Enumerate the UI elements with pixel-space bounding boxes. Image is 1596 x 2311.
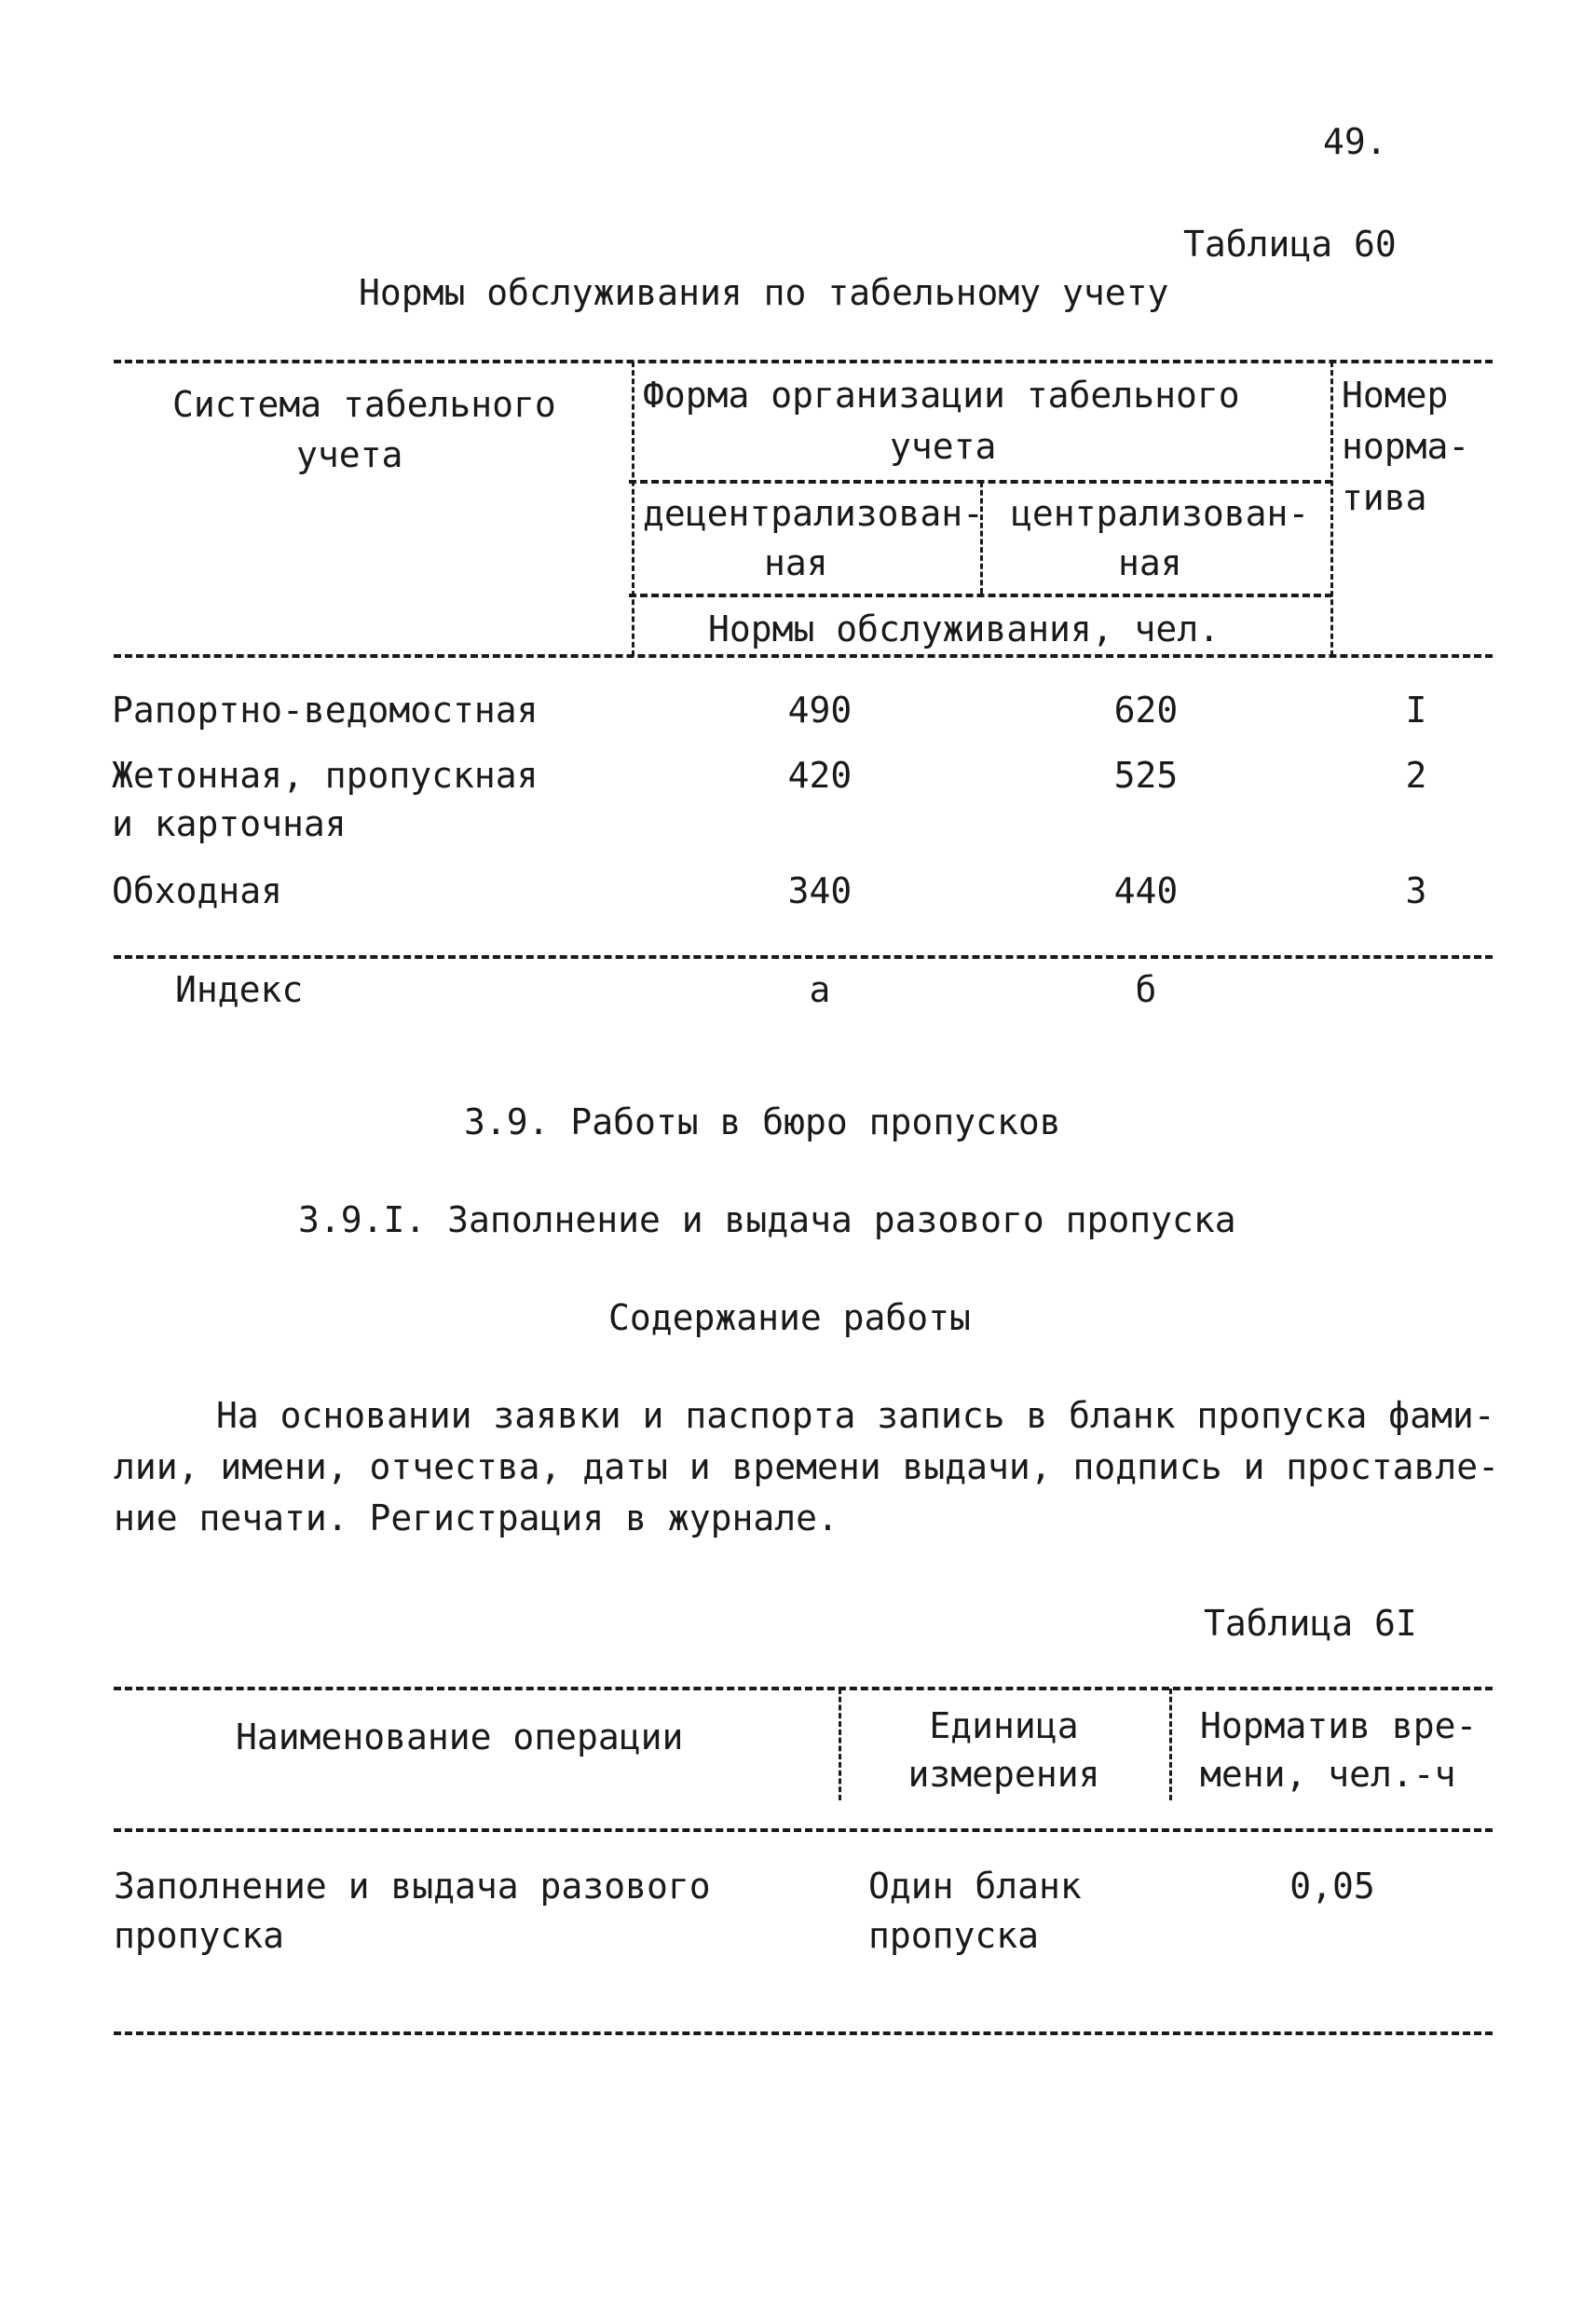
table60-title: Нормы обслуживания по табельному учету bbox=[359, 272, 1169, 313]
table60-head-system-2: учета bbox=[296, 434, 403, 475]
table61-head-norm: Норматив вре- bbox=[1200, 1705, 1478, 1746]
row-value-decentral: 490 bbox=[787, 690, 853, 731]
paragraph-line: На основании заявки и паспорта запись в бланк пропуска фами- bbox=[216, 1395, 1495, 1436]
table60-head-norms: Нормы обслуживания, чел. bbox=[708, 609, 1221, 650]
table61-head-rule bbox=[114, 1828, 1493, 1832]
row-name-2: и карточная bbox=[112, 803, 347, 844]
row-value-central: 525 bbox=[1113, 755, 1179, 796]
row-norm: 0,05 bbox=[1289, 1866, 1375, 1907]
row-operation: Заполнение и выдача разового bbox=[114, 1866, 711, 1907]
table61-head-operation: Наименование операции bbox=[236, 1716, 684, 1757]
table61-bottom-rule bbox=[114, 2031, 1493, 2035]
table61-label: Таблица 6I bbox=[1204, 1603, 1417, 1644]
table61-vline-right bbox=[1169, 1689, 1172, 1800]
row-unit: Один бланк bbox=[868, 1866, 1082, 1907]
table61-head-unit: Единица bbox=[929, 1705, 1079, 1746]
row-value-decentral: 420 bbox=[787, 755, 853, 796]
subsection-title: 3.9.I. Заполнение и выдача разового пропуска bbox=[298, 1199, 1236, 1240]
table61-top-rule bbox=[114, 1687, 1493, 1690]
row-operation-2: пропуска bbox=[114, 1915, 285, 1956]
index-label: Индекс bbox=[175, 969, 304, 1010]
table60-sub-rule bbox=[629, 594, 1332, 597]
table60-head-number-2: норма- bbox=[1342, 426, 1470, 467]
page-number: 49. bbox=[1323, 121, 1387, 162]
paragraph-line: лии, имени, отчества, даты и времени выдачи, подпись и проставле- bbox=[114, 1446, 1500, 1487]
table60-head-decentral-2: ная bbox=[764, 542, 828, 583]
table60-label: Таблица 60 bbox=[1183, 224, 1397, 265]
row-norm-number: 3 bbox=[1405, 870, 1427, 911]
table60-head-central-2: ная bbox=[1118, 542, 1182, 583]
table61-head-unit-2: измерения bbox=[907, 1754, 1100, 1795]
row-value-central: 620 bbox=[1113, 690, 1179, 731]
table60-head-system: Система табельного bbox=[172, 384, 556, 425]
row-name: Обходная bbox=[112, 870, 283, 911]
content-heading: Содержание работы bbox=[608, 1297, 971, 1338]
table60-head-number-3: тива bbox=[1342, 477, 1427, 518]
table60-head-central: централизован- bbox=[1011, 493, 1310, 534]
table61-vline-left bbox=[839, 1689, 841, 1800]
table60-head-decentral: децентрализован- bbox=[643, 493, 985, 534]
table60-bottom-rule bbox=[114, 955, 1493, 959]
table60-head-form-2: учета bbox=[890, 426, 997, 467]
row-unit-2: пропуска bbox=[868, 1915, 1040, 1956]
table60-top-rule bbox=[114, 360, 1493, 363]
paragraph-line: ние печати. Регистрация в журнале. bbox=[114, 1497, 839, 1538]
table60-head-rule bbox=[114, 654, 1493, 658]
row-norm-number: 2 bbox=[1405, 755, 1427, 796]
row-value-decentral: 340 bbox=[787, 870, 853, 911]
table60-vline-right bbox=[1330, 362, 1333, 656]
section-title: 3.9. Работы в бюро пропусков bbox=[464, 1101, 1061, 1142]
table61-head-norm-2: мени, чел.-ч bbox=[1200, 1754, 1456, 1795]
row-name: Жетонная, пропускная bbox=[112, 755, 539, 796]
row-norm-number: I bbox=[1405, 690, 1427, 731]
row-value-central: 440 bbox=[1113, 870, 1179, 911]
table60-head-number: Номер bbox=[1342, 375, 1449, 416]
table60-head-form: Форма организации табельного bbox=[643, 375, 1240, 416]
index-b: б bbox=[1135, 969, 1157, 1010]
table60-vline-left bbox=[632, 362, 634, 656]
row-name: Рапортно-ведомостная bbox=[112, 690, 539, 731]
index-a: а bbox=[809, 969, 831, 1010]
